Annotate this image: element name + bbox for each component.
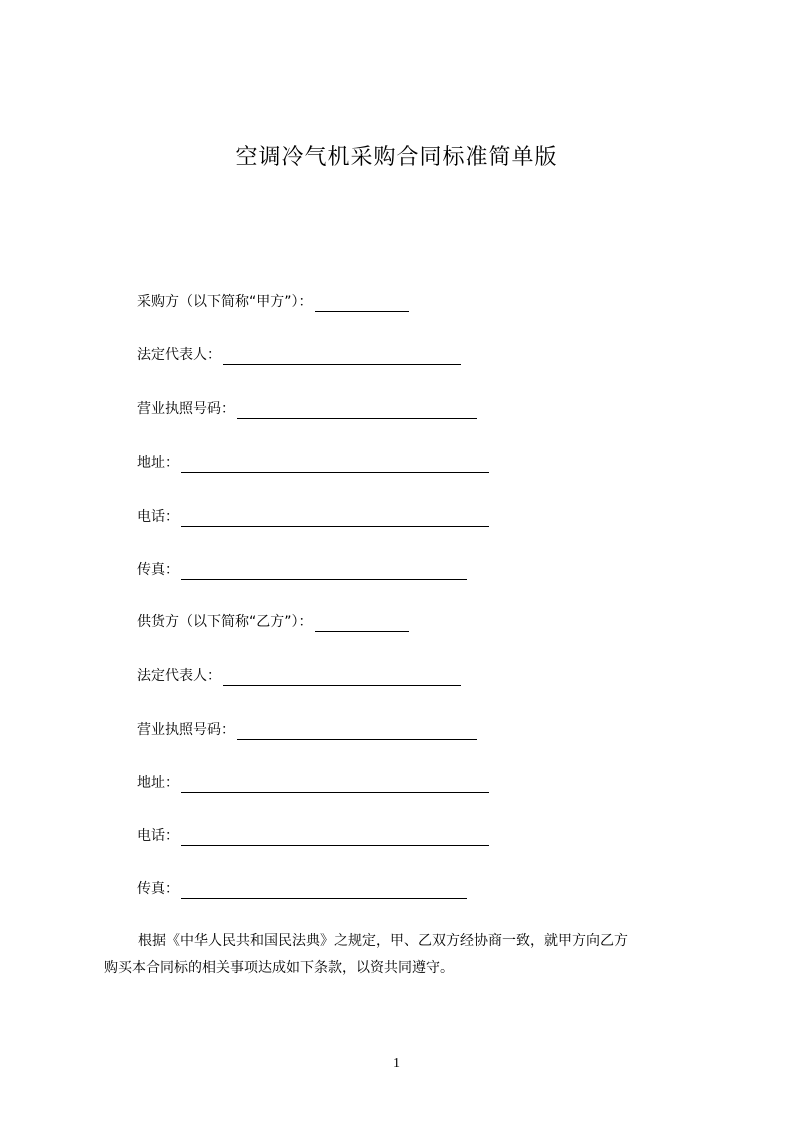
intro-paragraph [104,928,704,982]
field-label: 地址： [137,775,179,791]
field-label: 电话： [137,509,179,525]
buyer-fax-field [137,558,467,580]
buyer-legal-rep-field [137,343,461,365]
field-label: 电话： [137,828,179,844]
buyer-name-field [137,290,409,312]
fill-blank [181,776,489,793]
buyer-phone-field [137,505,489,527]
field-label: 传真： [137,881,179,897]
fill-blank [223,348,461,365]
fill-blank [315,615,409,632]
fill-blank [181,829,489,846]
field-label: 法定代表人： [137,347,221,363]
document-title: 空调冷气机采购合同标准简单版 [235,145,558,170]
seller-fax-field [137,877,467,899]
seller-phone-field [137,824,489,846]
field-label: 营业执照号码： [137,401,235,417]
intro-text-1: 根据《中华人民共和国民法典》之规定，甲、乙双方经协商一致，就甲方向乙方 [138,933,628,949]
page-number: 1 [393,1056,400,1071]
fill-blank [237,723,477,740]
field-label: 采购方（以下简称“甲方”）： [137,294,313,310]
seller-legal-rep-field [137,664,461,686]
intro-line-1 [104,928,704,955]
buyer-license-field [137,397,477,419]
field-label: 法定代表人： [137,668,221,684]
fill-blank [237,402,477,419]
intro-line-2: 购买本合同标的相关事项达成如下条款，以资共同遵守。 [104,960,454,976]
fill-blank [181,510,489,527]
field-label: 地址： [137,455,179,471]
seller-address-field [137,771,489,793]
buyer-address-field [137,451,489,473]
seller-license-field [137,718,477,740]
fill-blank [181,563,467,580]
fill-blank [181,882,467,899]
fill-blank [181,456,489,473]
seller-name-field [137,610,409,632]
fill-blank [315,295,409,312]
field-label: 供货方（以下简称“乙方”）： [137,614,313,630]
fill-blank [223,669,461,686]
field-label: 传真： [137,562,179,578]
field-label: 营业执照号码： [137,722,235,738]
